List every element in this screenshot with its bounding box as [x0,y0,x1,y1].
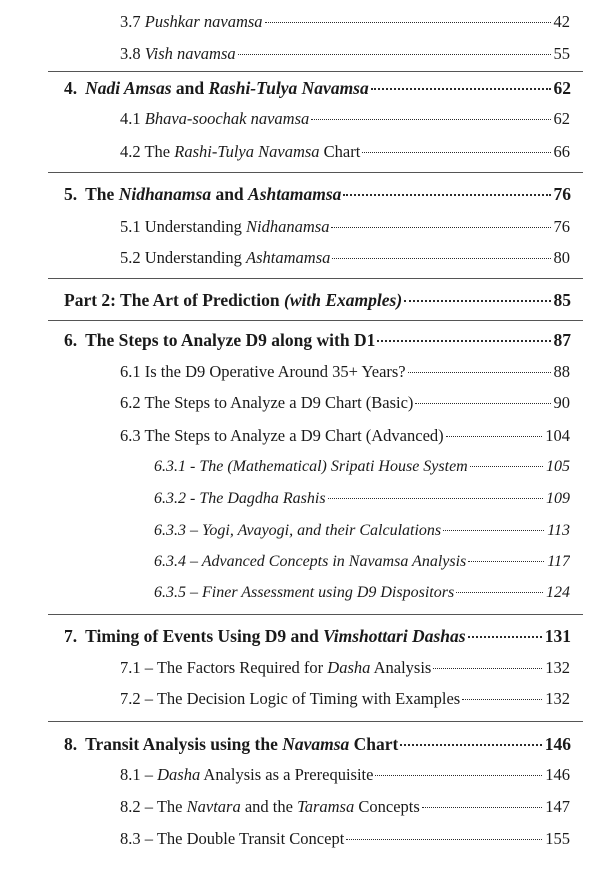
toc-entry-title: 6.3 The Steps to Analyze a D9 Chart (Advanced) [120,426,444,445]
toc-entry-title: 6.2 The Steps to Analyze a D9 Chart (Basic) [120,393,414,412]
dot-leader [404,294,550,302]
toc-entry-title: 4.1 Bhava-soochak navamsa [120,109,310,128]
dot-leader [377,334,550,342]
dot-leader [332,252,550,259]
dot-leader [346,833,542,840]
toc-entry-title: 4.2 The Rashi-Tulya Navamsa Chart [120,142,361,161]
toc-chapter-5 [64,183,571,207]
toc-chapter-8 [64,733,571,757]
toc-chapter-7 [64,625,571,649]
toc-page-number: 42 [553,12,570,31]
toc-entry-title: 8.2 – The Navtara and the Taramsa Concepts [120,797,420,816]
toc-page-number: 124 [546,584,570,601]
toc-entry-title: 6.3.3 – Yogi, Avayogi, and their Calculations [154,522,442,539]
toc-entry-title: 8. Transit Analysis using the Navamsa Chart [64,734,399,754]
toc-page-number: 90 [553,393,570,412]
toc-page-number: 109 [546,490,570,507]
toc-entry-title: 5. The Nidhanamsa and Ashtamamsa [64,184,342,204]
section-divider [48,71,583,72]
toc-entry-title: 3.7 Pushkar navamsa [120,12,263,31]
toc-entry-5-1 [120,216,570,240]
toc-page-number: 117 [547,553,570,570]
toc-entry-6-3-2 [154,488,570,512]
dot-leader [362,146,550,153]
dot-leader [415,397,550,404]
toc-chapter-4 [64,77,571,101]
toc-entry-title: 6.3.4 – Advanced Concepts in Navamsa Analysis [154,553,467,570]
section-divider [48,172,583,173]
dot-leader [331,221,550,228]
toc-page-number: 85 [553,290,571,310]
toc-page-number: 105 [546,458,570,475]
toc-page-number: 55 [553,44,570,63]
toc-entry-title: 3.8 Vish navamsa [120,44,236,63]
toc-page-number: 132 [545,689,570,708]
section-divider [48,278,583,279]
section-divider [48,320,583,321]
toc-entry-6-3 [120,425,570,449]
toc-entry-4-2 [120,141,570,165]
toc-entry-7-1 [120,657,570,681]
toc-entry-title: 7.2 – The Decision Logic of Timing with Examples [120,689,461,708]
toc-page-number: 147 [545,797,570,816]
toc-page-number: 62 [553,78,571,98]
toc-entry-title: 7. Timing of Events Using D9 and Vimshottari Dashas [64,626,466,646]
dot-leader [468,630,542,638]
toc-page-number: 62 [553,109,570,128]
toc-page-number: 88 [553,362,570,381]
toc-entry-title: 7.1 – The Factors Required for Dasha Analysis [120,658,432,677]
toc-page-number: 66 [553,142,570,161]
toc-page-number: 87 [553,330,571,350]
dot-leader [343,188,550,196]
toc-entry-4-1 [120,108,570,132]
toc-entry-title: 5.2 Understanding Ashtamamsa [120,248,331,267]
toc-page-number: 146 [544,734,571,754]
toc-entry-6-2 [120,392,570,416]
toc-page-number: 146 [545,765,570,784]
toc-page-number: 80 [553,248,570,267]
toc-entry-8-1 [120,764,570,788]
toc-entry-title: 6.3.2 - The Dagdha Rashis [154,490,326,507]
dot-leader [311,113,550,120]
toc-entry-title: Part 2: The Art of Prediction (with Examples) [64,290,403,310]
toc-entry-6-1 [120,361,570,385]
toc-entry-title: 6.3.1 - The (Mathematical) Sripati House System [154,458,468,475]
toc-chapter-6 [64,329,571,353]
toc-entry-6-3-5 [154,582,570,606]
dot-leader [400,738,541,746]
toc-entry-3-8 [120,43,570,67]
dot-leader [446,430,543,437]
toc-entry-5-2 [120,247,570,271]
dot-leader [468,555,544,562]
toc-page-number: 76 [553,184,571,204]
dot-leader [422,801,542,808]
toc-part-2 [64,289,571,313]
dot-leader [470,460,543,467]
dot-leader [375,769,542,776]
toc-page-number: 131 [544,626,571,646]
toc-entry-6-3-4 [154,551,570,575]
dot-leader [462,693,542,700]
toc-entry-8-3 [120,828,570,852]
toc-entry-title: 6. The Steps to Analyze D9 along with D1 [64,330,376,350]
toc-entry-6-3-3 [154,520,570,544]
dot-leader [328,492,543,499]
toc-page-number: 76 [553,217,570,236]
toc-page-number: 113 [547,522,570,539]
dot-leader [433,662,542,669]
dot-leader [456,586,543,593]
dot-leader [238,48,551,55]
toc-entry-6-3-1 [154,456,570,480]
toc-entry-title: 4. Nadi Amsas and Rashi-Tulya Navamsa [64,78,369,98]
toc-entry-title: 8.3 – The Double Transit Concept [120,829,345,848]
toc-entry-title: 6.1 Is the D9 Operative Around 35+ Years? [120,362,406,381]
toc-entry-title: 8.1 – Dasha Analysis as a Prerequisite [120,765,374,784]
toc-page-number: 155 [545,829,570,848]
section-divider [48,721,583,722]
toc-entry-7-2 [120,688,570,712]
toc-entry-title: 5.1 Understanding Nidhanamsa [120,217,330,236]
toc-page-number: 104 [545,426,570,445]
dot-leader [371,82,551,90]
toc-entry-3-7 [120,11,570,35]
toc-entry-8-2 [120,796,570,820]
dot-leader [443,524,544,531]
dot-leader [408,366,551,373]
section-divider [48,614,583,615]
dot-leader [265,16,551,23]
toc-entry-title: 6.3.5 – Finer Assessment using D9 Dispositors [154,584,455,601]
toc-page-number: 132 [545,658,570,677]
